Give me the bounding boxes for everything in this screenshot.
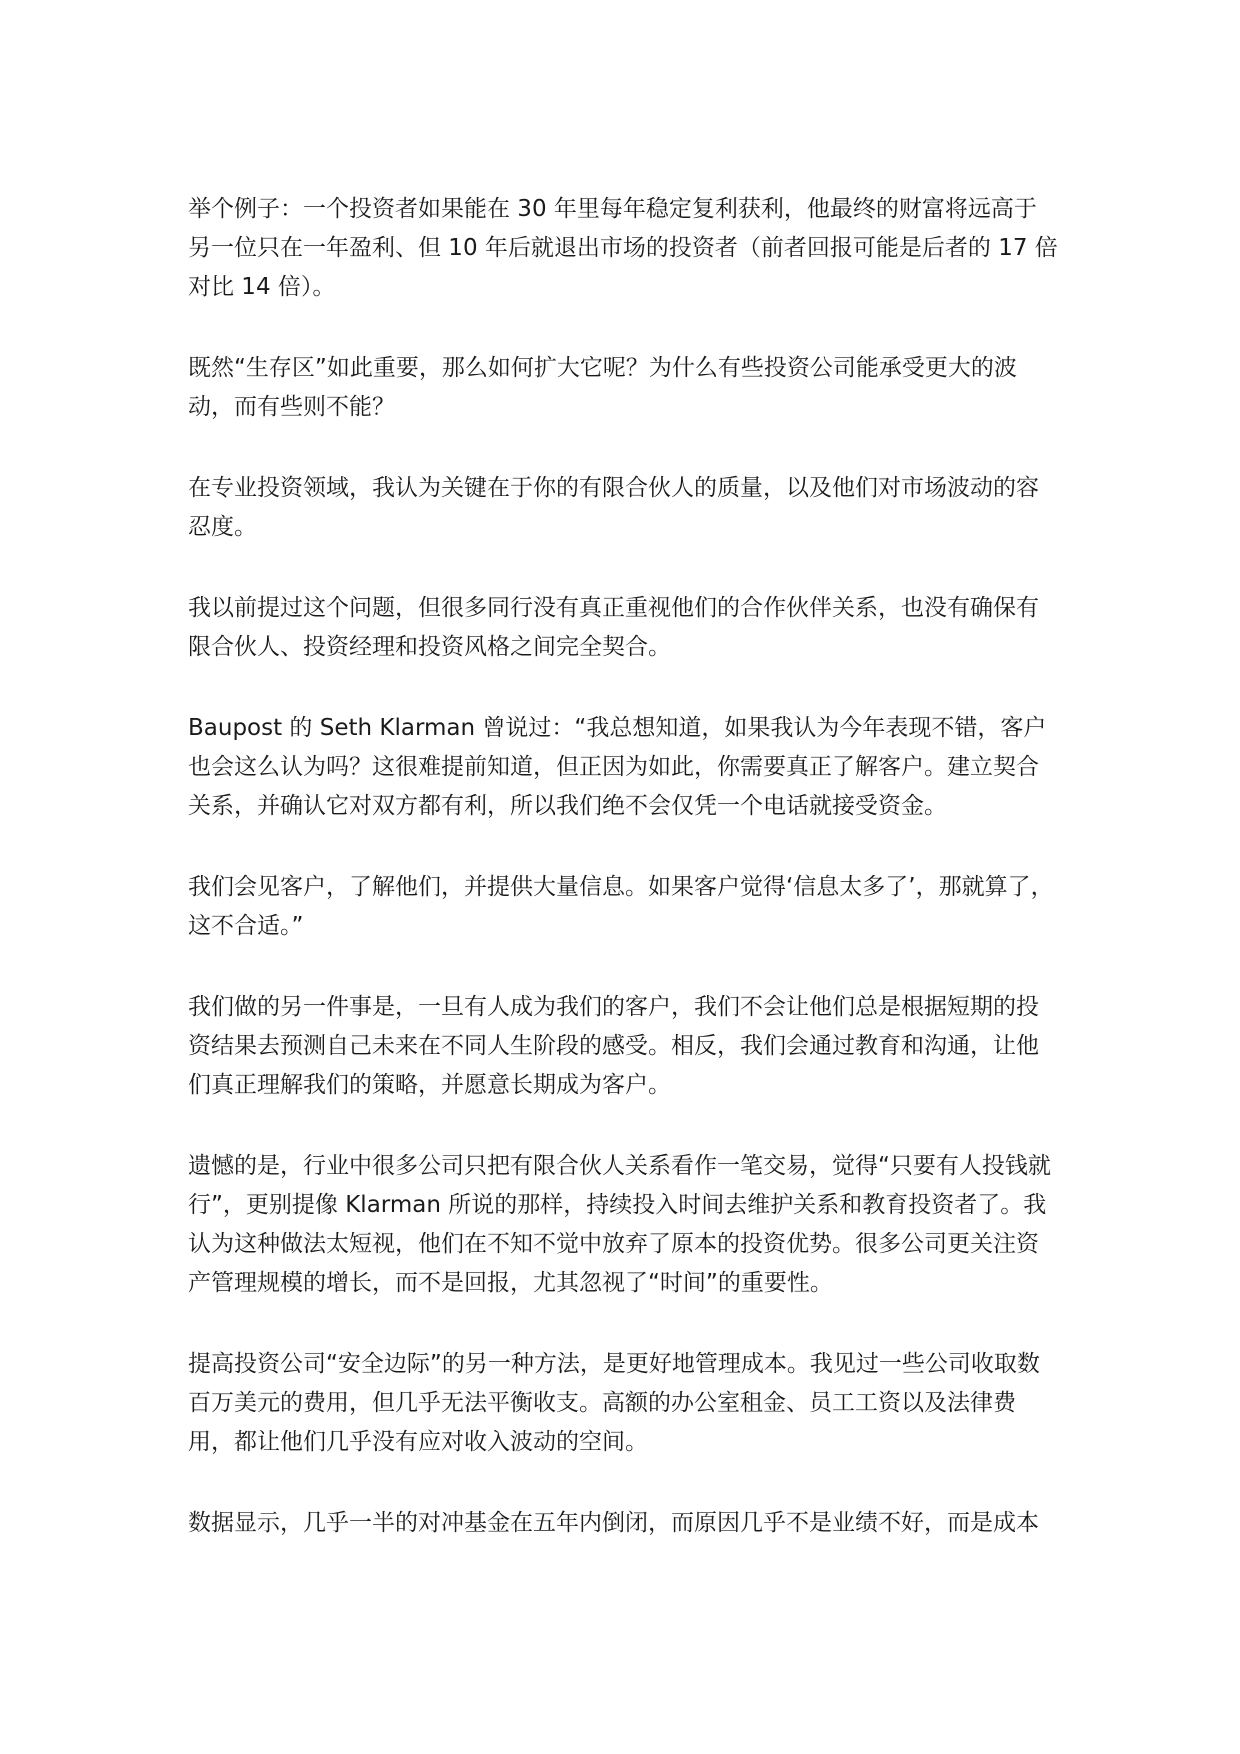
- paragraph-limited-partner-quality: 在专业投资领域，我认为关键在于你的有限合伙人的质量，以及他们对市场波动的容忍度。: [188, 475, 1039, 540]
- paragraph-cost-management: 提高投资公司“安全边际”的另一种方法，是更好地管理成本。我见过一些公司收取数百万美元的费用，但几乎无法平衡收支。高额的办公室租金、员工工资以及法律费用，都让他们几乎没有应对收入波动的空间。: [188, 1351, 1040, 1455]
- document-body: [188, 190, 1058, 1585]
- paragraph-partnership-alignment: 我以前提过这个问题，但很多同行没有真正重视他们的合作伙伴关系，也没有确保有限合伙人、投资经理和投资风格之间完全契合。: [188, 595, 1039, 660]
- paragraph-hedge-fund-closures: 数据显示，几乎一半的对冲基金在五年内倒闭，而原因几乎不是业绩不好，而是成本: [188, 1510, 1039, 1536]
- paragraph-survival-zone-question: 既然“生存区”如此重要，那么如何扩大它呢？为什么有些投资公司能承受更大的波动，而有些则不能？: [188, 355, 1017, 420]
- paragraph-compounding-example: 举个例子：一个投资者如果能在 30 年里每年稳定复利获利，他最终的财富将远高于另一位只在一年盈利、但 10 年后就退出市场的投资者（前者回报可能是后者的 17 倍对比 14 倍）。: [188, 196, 1058, 300]
- paragraph-client-meetings: 我们会见客户，了解他们，并提供大量信息。如果客户觉得‘信息太多了’，那就算了，这不合适。”: [188, 874, 1054, 939]
- paragraph-client-education: 我们做的另一件事是，一旦有人成为我们的客户，我们不会让他们总是根据短期的投资结果去预测自己未来在不同人生阶段的感受。相反，我们会通过教育和沟通，让他们真正理解我们的策略，并愿意长期成为客户。: [188, 994, 1039, 1098]
- paragraph-transactional-relationships: 遗憾的是，行业中很多公司只把有限合伙人关系看作一笔交易，觉得“只要有人投钱就行”，更别提像 Klarman 所说的那样，持续投入时间去维护关系和教育投资者了。我认为这种做法太短视，他们在不知不觉中放弃了原本的投资优势。很多公司更关注资产管理规模的增长，而不是回报，尤其忽视了“时间”的重要性。: [188, 1153, 1051, 1296]
- paragraph-klarman-quote: Baupost 的 Seth Klarman 曾说过：“我总想知道，如果我认为今年表现不错，客户也会这么认为吗？这很难提前知道，但正因为如此，你需要真正了解客户。建立契合关系，并确认它对双方都有利，所以我们绝不会仅凭一个电话就接受资金。: [188, 715, 1047, 819]
